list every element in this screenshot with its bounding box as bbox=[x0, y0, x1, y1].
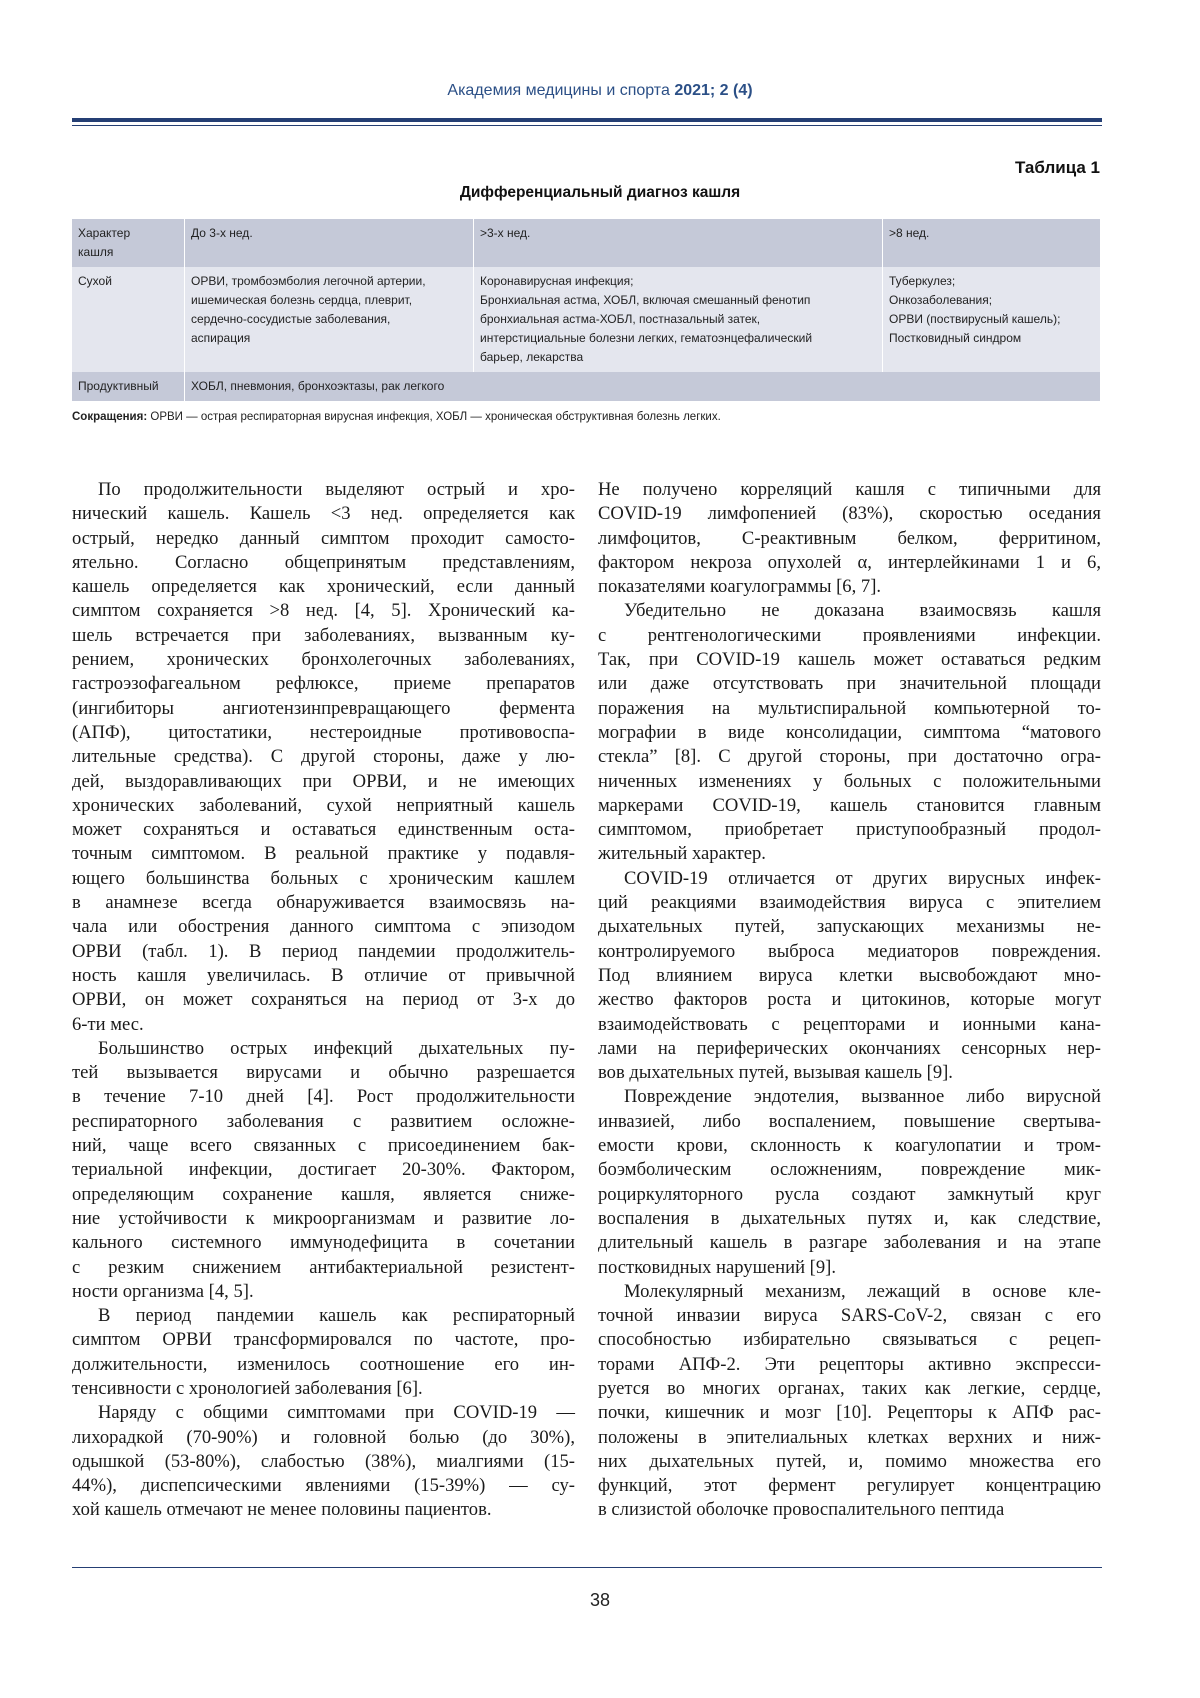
text-line: Повреждение эндотелия, вызванное либо вирусной bbox=[624, 1086, 1101, 1108]
text-line: 44%), диспепсическими явлениями (15-39%) — су- bbox=[72, 1475, 575, 1497]
header-line: Характер bbox=[78, 226, 131, 240]
table-row bbox=[72, 372, 1101, 401]
text-line: ющего большинства больных с хроническим кашлем bbox=[72, 867, 575, 889]
text-line: Большинство острых инфекций дыхательных пу- bbox=[98, 1037, 575, 1059]
cell-line: Онкозаболевания; bbox=[889, 293, 993, 307]
text-line: хронических заболеваний, сухой неприятный кашель bbox=[72, 794, 575, 816]
cell-dry-over-8-weeks bbox=[883, 267, 1101, 372]
header-line: >3-х нед. bbox=[480, 226, 531, 240]
text-line: COVID-19 отличается от других вирусных инфек- bbox=[624, 867, 1101, 889]
text-line: жество факторов роста и цитокинов, которые могут bbox=[598, 989, 1101, 1011]
text-line: симптом сохраняется >8 нед. [4, 5]. Хронический ка- bbox=[72, 600, 575, 622]
journal-issue: 2021; 2 (4) bbox=[674, 82, 753, 99]
table-label: Таблица 1 bbox=[1014, 158, 1100, 177]
text-line: роциркуляторного русла создают замкнутый круг bbox=[598, 1183, 1101, 1205]
body-paragraph bbox=[72, 478, 575, 1037]
text-line: ний, чаще всего связанных с присоединением бак- bbox=[72, 1135, 575, 1157]
header-cell-over-3-weeks bbox=[474, 219, 883, 267]
text-line: в слизистой оболочке провоспалительного пептида bbox=[598, 1499, 1005, 1521]
text-line: должительности, изменилось соотношение его ин- bbox=[72, 1353, 575, 1375]
table-header-row bbox=[72, 219, 1101, 267]
text-line: По продолжительности выделяют острый и хро- bbox=[98, 479, 575, 500]
table-row bbox=[72, 267, 1101, 372]
text-line: дыхательных путей, запускающих механизмы не- bbox=[598, 916, 1101, 938]
text-line: способностью избирательно связываться с рецеп- bbox=[598, 1329, 1101, 1351]
header-cell-cough-type bbox=[72, 219, 185, 267]
header-rule-thick bbox=[72, 118, 1102, 122]
text-line: хой кашель отмечают не менее половины пациентов. bbox=[72, 1499, 492, 1521]
text-line: ность кашля увеличилась. В отличие от привычной bbox=[72, 964, 575, 986]
body-paragraph bbox=[598, 1280, 1101, 1523]
page-number: 38 bbox=[589, 1590, 611, 1610]
table-title: Дифференциальный диагноз кашля bbox=[459, 184, 741, 201]
text-line: кашель определяется как хронический, если данный bbox=[72, 576, 575, 598]
text-line: ОРВИ (табл. 1). В период пандемии продолжитель- bbox=[72, 940, 575, 962]
body-column-right bbox=[598, 478, 1101, 1523]
text-line: острый, нередко данный симптом проходит самосто- bbox=[72, 527, 575, 549]
text-line: ниченных изменениях у больных с положительными bbox=[598, 770, 1101, 792]
text-line: показателями коагулограммы [6, 7]. bbox=[598, 576, 882, 598]
text-line: мографии в виде консолидации, симптома “матового bbox=[598, 721, 1101, 743]
journal-name: Академия медицины и спорта bbox=[447, 82, 670, 99]
row-label-dry: Сухой bbox=[72, 267, 185, 372]
cell-line: ОРВИ (поствирусный кашель); bbox=[889, 312, 1061, 326]
text-line: тей вызывается вирусами и обычно разрешается bbox=[72, 1062, 575, 1084]
text-line: респираторного заболевания с развитием осложне- bbox=[72, 1110, 575, 1132]
text-line: Под влиянием вируса клетки высвобождают мно- bbox=[598, 964, 1101, 986]
header-cell-over-8-weeks bbox=[883, 219, 1101, 267]
cell-line: Бронхиальная астма, ХОБЛ, включая смешанный фенотип bbox=[480, 293, 811, 307]
text-line: кального системного иммунодефицита в сочетании bbox=[72, 1232, 575, 1254]
cell-dry-over-3-weeks bbox=[474, 267, 883, 372]
text-line: точной инвазии вируса SARS-CoV-2, связан с его bbox=[598, 1305, 1101, 1327]
cell-line: аспирация bbox=[191, 331, 251, 345]
cell-line: интерстициальные болезни легких, гематоэнцефалический bbox=[480, 331, 813, 345]
text-line: Убедительно не доказана взаимосвязь кашля bbox=[624, 600, 1101, 622]
header-cell-under-3-weeks bbox=[185, 219, 474, 267]
text-line: териальной инфекции, достигает 20-30%. Фактором, bbox=[72, 1159, 575, 1181]
text-line: в анамнезе всегда обнаруживается взаимосвязь на- bbox=[72, 892, 575, 914]
text-line: торами АПФ-2. Эти рецепторы активно экспресси- bbox=[598, 1353, 1101, 1375]
text-line: ятельно. Согласно общепринятым представлениям, bbox=[72, 551, 575, 573]
row-label-productive: Продуктивный bbox=[72, 372, 185, 401]
text-line: лительные средства). С другой стороны, даже у лю- bbox=[72, 746, 575, 768]
text-line: Так, при COVID-19 кашель может оставаться редким bbox=[598, 649, 1101, 671]
text-line: COVID-19 лимфопенией (83%), скоростью оседания bbox=[598, 503, 1101, 525]
text-line: симптомом, приобретает приступообразный продол- bbox=[598, 819, 1101, 841]
text-line: Наряду с общими симптомами при COVID-19 — bbox=[98, 1402, 575, 1424]
text-line: может сохраняться и оставаться единственным оста- bbox=[72, 819, 575, 841]
text-line: тенсивности с хронологией заболевания [6]. bbox=[72, 1377, 423, 1399]
body-paragraph bbox=[598, 867, 1101, 1086]
text-line: контролируемого выброса медиаторов повреждения. bbox=[598, 940, 1101, 962]
text-line: определяющим сохранение кашля, является сниже- bbox=[72, 1183, 575, 1205]
text-line: ОРВИ, он может сохраняться на период от 3-х до bbox=[72, 989, 575, 1011]
text-line: фактором некроза опухолей α, интерлейкинами 1 и 6, bbox=[598, 551, 1101, 573]
cell-line: ишемическая болезнь сердца, плеврит, bbox=[191, 293, 413, 307]
cell-line: ОРВИ, тромбоэмболия легочной артерии, bbox=[191, 274, 426, 288]
text-line: дей, выздоравливающих при ОРВИ, и не имеющих bbox=[72, 770, 575, 792]
text-line: ности организма [4, 5]. bbox=[72, 1280, 254, 1302]
header-rule-thin bbox=[72, 125, 1102, 126]
text-line: инвазией, либо воспалением, повышение свертыва- bbox=[598, 1110, 1101, 1132]
text-line: вов дыхательных путей, вызывая кашель [9]. bbox=[598, 1062, 953, 1084]
header-line: >8 нед. bbox=[889, 226, 930, 240]
journal-header bbox=[0, 82, 1200, 100]
header-line: кашля bbox=[78, 245, 114, 259]
text-line: почки, кишечник и мозг [10]. Рецепторы к АПФ рас- bbox=[598, 1402, 1101, 1424]
header-line: До 3-х нед. bbox=[191, 226, 253, 240]
text-line: (ингибиторы ангиотензинпревращающего фермента bbox=[72, 697, 575, 719]
text-line: или даже отсутствовать при значительной площади bbox=[598, 673, 1101, 695]
text-line: воспаления в дыхательных путях и, как следствие, bbox=[598, 1207, 1101, 1229]
text-line: одышкой (53-80%), слабостью (38%), миалгиями (15- bbox=[72, 1450, 575, 1472]
body-paragraph bbox=[598, 599, 1101, 866]
body-paragraph bbox=[72, 1304, 575, 1401]
table-abbreviations bbox=[72, 411, 1102, 423]
text-line: ние устойчивости к микроорганизмам и развитие ло- bbox=[72, 1207, 575, 1229]
abbrev-text: ОРВИ — острая респираторная вирусная инфекция, ХОБЛ — хроническая обструктивная болезнь легких. bbox=[150, 411, 721, 423]
body-paragraph bbox=[598, 1085, 1101, 1279]
text-line: Молекулярный механизм, лежащий в основе кле- bbox=[624, 1280, 1101, 1302]
text-line: точным симптомом. В реальной практике у подавля- bbox=[72, 843, 575, 865]
text-line: симптом ОРВИ трансформировался по частоте, про- bbox=[72, 1329, 575, 1351]
text-line: емости крови, склонность к коагулопатии и тром- bbox=[598, 1135, 1101, 1157]
body-paragraph bbox=[598, 478, 1101, 599]
text-line: положены в эпителиальных клетках верхних и ниж- bbox=[598, 1426, 1101, 1448]
footer-rule bbox=[72, 1567, 1102, 1568]
body-paragraph bbox=[72, 1401, 575, 1522]
cell-line: сердечно-сосудистые заболевания, bbox=[191, 312, 391, 326]
text-line: боэмболическим осложнениям, повреждение мик- bbox=[598, 1159, 1101, 1181]
text-line: них дыхательных путей, и, помимо множества его bbox=[598, 1450, 1101, 1472]
text-line: маркерами COVID-19, кашель становится главным bbox=[598, 794, 1101, 816]
cell-dry-under-3-weeks bbox=[185, 267, 474, 372]
cell-line: Постковидный синдром bbox=[889, 331, 1022, 345]
cell-line: Коронавирусная инфекция; bbox=[480, 274, 634, 288]
text-line: В период пандемии кашель как респираторный bbox=[98, 1305, 575, 1327]
body-paragraph bbox=[72, 1037, 575, 1304]
cell-line: бронхиальная астма-ХОБЛ, постназальный затек, bbox=[480, 312, 761, 326]
differential-diagnosis-table bbox=[72, 219, 1101, 401]
text-line: нический кашель. Кашель <3 нед. определяется как bbox=[72, 503, 575, 525]
text-line: поражения на мультиспиральной компьютерной то- bbox=[598, 697, 1101, 719]
text-line: жительный характер. bbox=[598, 843, 766, 865]
text-line: руется во многих органах, таких как легкие, сердце, bbox=[598, 1377, 1101, 1399]
text-line: рением, хронических бронхолегочных заболеваниях, bbox=[72, 649, 575, 671]
abbrev-label: Сокращения: bbox=[72, 411, 148, 423]
text-line: длительный кашель в разгаре заболевания и на этапе bbox=[598, 1232, 1101, 1254]
text-line: функций, этот фермент регулирует концентрацию bbox=[598, 1475, 1101, 1497]
cell-line: барьер, лекарства bbox=[480, 350, 584, 364]
text-line: 6-ти мес. bbox=[72, 1013, 144, 1035]
cell-line: Туберкулез; bbox=[889, 274, 956, 288]
text-line: чала или обострения данного симптома с эпизодом bbox=[72, 916, 575, 938]
text-line: гастроэзофагеальном рефлюксе, приеме препаратов bbox=[72, 673, 575, 695]
text-line: лами на периферических окончаниях сенсорных нер- bbox=[598, 1037, 1101, 1059]
text-line: с резким снижением антибактериальной резистент- bbox=[72, 1256, 575, 1278]
text-line: взаимодействовать с рецепторами и ионными кана- bbox=[598, 1013, 1101, 1035]
text-line: стекла” [8]. С другой стороны, при достаточно огра- bbox=[598, 746, 1101, 768]
text-line: шель встречается при заболеваниях, вызванным ку- bbox=[72, 624, 575, 646]
body-column-left bbox=[72, 478, 575, 1523]
text-line: Не получено корреляций кашля с типичными для bbox=[598, 479, 1101, 500]
text-line: постковидных нарушений [9]. bbox=[598, 1256, 837, 1278]
cell-productive-merged: ХОБЛ, пневмония, бронхоэктазы, рак легкого bbox=[185, 372, 1101, 401]
text-line: лимфоцитов, С-реактивным белком, ферритином, bbox=[598, 527, 1101, 549]
text-line: (АПФ), цитостатики, нестероидные противовоспа- bbox=[72, 721, 575, 743]
text-line: ций реакциями взаимодействия вируса с эпителием bbox=[598, 892, 1101, 914]
text-line: лихорадкой (70-90%) и головной болью (до 30%), bbox=[72, 1426, 575, 1448]
text-line: в течение 7-10 дней [4]. Рост продолжительности bbox=[72, 1086, 575, 1108]
text-line: с рентгенологическими проявлениями инфекции. bbox=[598, 624, 1101, 646]
